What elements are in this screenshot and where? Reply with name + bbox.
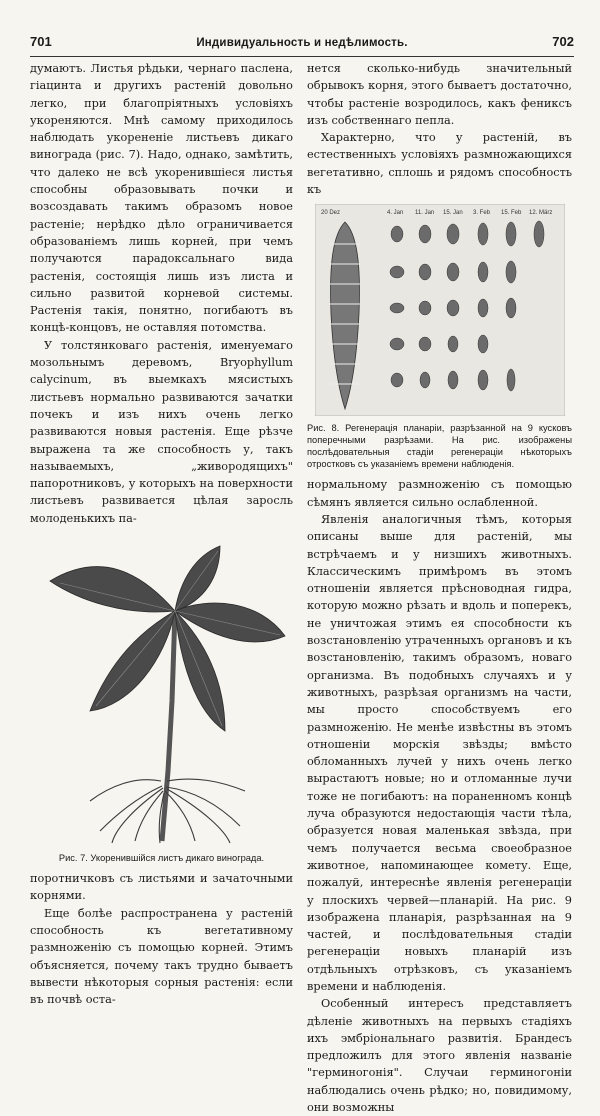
leaflet-top-left [50, 567, 175, 612]
date-label: 15. Jan [442, 210, 463, 217]
paragraph: Особенный интересъ представляетъ дѣленіе животныхъ на первыхъ стадіяхъ ихъ эмбріональнаго развитія. Брандесъ предложилъ для этого явленія названіе "герминогонія". Случаи герминогоніи наблюдались очень рѣдко; но, повидимому, они возможны [307, 997, 572, 1115]
paragraph: Еще болѣе распространена у растеній способность къ вегетативному размноженію съ помощью корней. Этимъ объясняется, почему такъ трудно бываетъ вывести нѣкоторыя сорныя растенія: если въ почвѣ оста- [30, 906, 293, 1007]
page-number-left: 701 [30, 34, 52, 49]
paragraph: поротничковъ съ листьями и зачаточными корнями. [30, 872, 293, 903]
date-label: 3. Feb [472, 210, 490, 217]
running-header [30, 34, 574, 57]
left-column [30, 60, 293, 1008]
paragraph: Характерно, что у растеній, въ естественныхъ условіяхъ размножающихся вегетативно, сплошь и рядомъ способность къ [307, 131, 572, 197]
date-label: 15. Feb [500, 210, 521, 217]
date-label: 4. Jan [386, 210, 403, 217]
right-column [307, 60, 572, 1116]
date-label: 11. Jan [414, 210, 434, 217]
paragraph: нется сколько-нибудь значительный обрывокъ корня, этого бываетъ достаточно, чтобы растеніе возродилось, какъ фениксъ изъ собственнаго пепла. [307, 62, 572, 127]
paragraph: Явленія аналогичныя тѣмъ, которыя описаны выше для растеній, мы встрѣчаемъ и у низшихъ животныхъ. Классическимъ примѣромъ въ этомъ отношеніи является прѣсноводная гидра, которую можно рѣзать и вдоль и поперекъ, не уничтожая этимъ ея способности къ возстановленію утраченныхъ органовъ и къ возстановленію, такимъ образомъ, новаго организма. Въ подобныхъ случаяхъ и у животныхъ, разрѣзая организмъ на части, мы просто способствуемъ его размноженію. Не менѣе извѣстны въ этомъ отношеніи морскія звѣзды; вмѣсто обломанныхъ лучей у нихъ очень легко вырастаютъ новые; но и отломанные лучи тоже не погибаютъ: на пораненномъ концѣ луча образуются недостающія части тѣла, образуется новая маленькая звѣзда, при чемъ получается весьма своеобразное животное, напоминающее комету. Еще, пожалуй, интереснѣе явленія регенераціи у плоскихъ червей—планарій. На рис. 9 изображена планарія, разрѣзанная на 9 частей, и послѣдовательныя стадіи регенераціи новыхъ планарій изъ отдѣльныхъ отрѣзковъ, съ указаніемъ времени и наблюденія. [307, 512, 572, 993]
running-title: Индивидуальность и недѣлимость. [196, 37, 408, 49]
date-label: 12. März [528, 210, 552, 217]
paragraph: нормальному размноженію съ помощью сѣмянъ является сильно ослабленной. [307, 478, 572, 509]
figure-8-caption: Рис. 8. Регенерація планаріи, разрѣзанной на 9 кусковъ поперечными разрѣзами. На рис. изображены послѣдовательныя стадіи регенераціи нѣкоторыхъ отростковъ съ указаніемъ времени наблюденія. [307, 423, 572, 470]
paragraph: думаютъ. Листья рѣдьки, чернаго паслена, гіацинта и другихъ растеній довольно легко, при благопріятныхъ условіяхъ укореняются. Мнѣ самому приходилось наблюдать укорененіе листьевъ дикаго винограда (рис. 7). Надо, однако, замѣтить, что далеко не всѣ укоренившіеся листья способны образовывать почки и возсоздавать такимъ образомъ новое растеніе; нерѣдко дѣло ограничивается образованіемъ лишь корней, при чемъ получаются парадоксальнаго вида растенія, состоящія лишь изъ листа и сильно развитой корневой системы. Растенія такія, понятно, погибаютъ въ концѣ-концовъ, не оставляя потомства. [30, 62, 293, 335]
grape-leaf-illustration [30, 541, 293, 846]
paragraph: У толстянковаго растенія, именуемаго мозольнымъ деревомъ, Bryophyllum calycinum, въ выемкахъ мясистыхъ листьевъ нормально развиваются зачатки почекъ и изъ нихъ очень легко развиваются новыя растенія. Еще рѣзче выражена та же способность у, такъ называемыхъ, „живородящихъ" папоротниковъ, у которыхъ на поверхности листьевъ развивается цѣлая заросль молоденькихъ па- [30, 338, 293, 525]
figure-8-planaria [315, 204, 565, 416]
figure-7-caption: Рис. 7. Укоренившійся листъ дикаго винограда. [58, 853, 265, 864]
planaria-regeneration-illustration [315, 204, 565, 416]
page-number-right: 702 [552, 34, 574, 49]
date-label: 20 Dez [320, 210, 340, 217]
leaflets [50, 546, 285, 731]
figure-7-grape-leaf [30, 541, 293, 846]
